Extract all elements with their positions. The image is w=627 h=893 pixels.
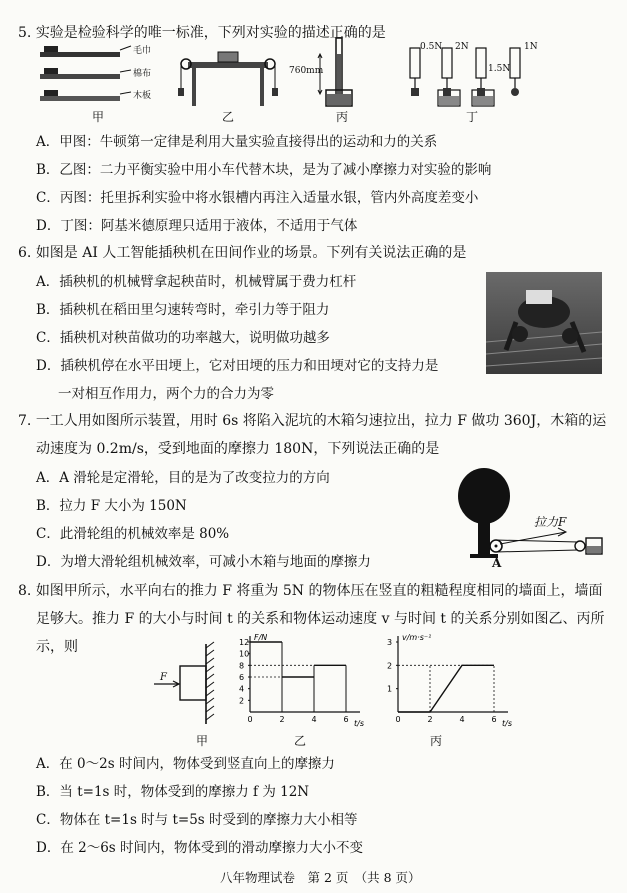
q7-force-label: 拉力F (534, 515, 567, 529)
q7-stem-line1 (18, 410, 606, 430)
q8-chart-bing (384, 632, 514, 732)
q5-label-yi: 乙 (222, 110, 235, 124)
yi-ylabel: F/N (254, 633, 268, 642)
q5-option-d: D．丁图：阿基米德原理只适用于液体，不适用于气体 (36, 218, 358, 234)
q6-option-d: D．插秧机停在水平田埂上，它对田埂的压力和田埂对它的支持力是 (36, 358, 439, 374)
q7-number: 7. (18, 413, 32, 429)
q6-option-d-cont: 一对相互作用力，两个力的合力为零 (58, 386, 274, 402)
yi-x-tick: 4 (311, 715, 317, 724)
q5-stem-text: 实验是检验科学的唯一标准，下列对实验的描述正确的是 (35, 25, 386, 41)
rice-transplanter-photo (486, 272, 602, 374)
bing-y-tick: 1 (387, 684, 393, 694)
q6-option-a: A．插秧机的机械臂拿起秧苗时，机械臂属于费力杠杆 (36, 274, 357, 290)
q5-label-jia: 甲 (92, 110, 105, 124)
q6-option-c: C．插秧机对秧苗做功的功率越大，说明做功越多 (36, 330, 330, 346)
q5-ding-reading-4: 1N (524, 42, 538, 52)
surface-towel (40, 46, 131, 57)
bing-series-line (398, 665, 494, 712)
q5-figure-yi (178, 42, 278, 108)
q8-stem-line1 (18, 580, 602, 600)
yi-y-tick: 8 (239, 661, 245, 671)
q5-label-ding: 丁 (466, 110, 479, 124)
q8-option-a: A．在 0～2s 时间内，物体受到竖直向上的摩擦力 (36, 756, 335, 772)
bing-ylabel: v/m·s⁻¹ (402, 633, 432, 642)
q8-option-c: C．物体在 t=1s 时与 t=5s 时受到的摩擦力大小相等 (36, 812, 358, 828)
yi-y-tick: 2 (239, 696, 245, 706)
yi-y-tick: 10 (239, 649, 250, 659)
q5-ding-reading-1: 0.5N (420, 42, 443, 52)
q8-label-yi: 乙 (294, 734, 307, 748)
bing-x-tick: 6 (491, 715, 497, 724)
bing-xlabel: t/s (502, 719, 512, 728)
page-footer: 八年物理试卷 第 2 页 （共 8 页） (220, 870, 421, 885)
q7-option-a: A．A 滑轮是定滑轮，目的是为了改变拉力的方向 (36, 470, 330, 486)
yi-y-tick: 12 (239, 638, 250, 647)
yi-y-tick: 6 (239, 673, 245, 682)
bing-y-tick: 3 (387, 638, 393, 647)
q7-option-b: B．拉力 F 大小为 150N (36, 498, 187, 514)
q8-option-b: B．当 t=1s 时，物体受到的摩擦力 f 为 12N (36, 784, 310, 800)
q6-stem (18, 242, 466, 262)
q7-stem-text1: 一工人用如图所示装置，用时 6s 将陷入泥坑的木箱匀速拉出，拉力 F 做功 360J，木箱的运 (35, 413, 607, 429)
q5-jia-label-cotton: 棉布 (133, 69, 152, 79)
q5-label-bing: 丙 (336, 110, 349, 124)
q5-option-c: C．丙图：托里拆利实验中将水银槽内再注入适量水银，管内外高度差变小 (36, 190, 479, 206)
q8-figure-jia (150, 640, 220, 730)
q5-option-a: A．甲图：牛顿第一定律是利用大量实验直接得出的运动和力的关系 (36, 134, 438, 150)
q8-option-d: D．在 2～6s 时间内，物体受到的滑动摩擦力大小不变 (36, 840, 364, 856)
q5-option-b: B．乙图：二力平衡实验中用小车代替木块，是为了减小摩擦力对实验的影响 (36, 162, 492, 178)
q7-option-d: D．为增大滑轮组机械效率，可减小木箱与地面的摩擦力 (36, 554, 371, 570)
yi-x-tick: 6 (343, 715, 349, 724)
q7-option-c: C．此滑轮组的机械效率是 80% (36, 526, 230, 542)
q8-label-jia: 甲 (196, 734, 209, 748)
bing-x-tick: 0 (395, 715, 401, 724)
pulley-a (490, 540, 502, 552)
yi-x-tick: 2 (279, 715, 285, 724)
yi-y-tick: 4 (239, 684, 245, 694)
q7-pulley-label: A (492, 556, 502, 570)
q7-pulley-figure (448, 466, 608, 566)
bing-x-tick: 2 (427, 715, 433, 724)
q6-number: 6. (18, 245, 32, 261)
bing-y-tick: 2 (387, 661, 393, 671)
q6-option-b: B．插秧机在稻田里匀速转弯时，牵引力等于阻力 (36, 302, 330, 318)
surface-cotton (40, 68, 131, 79)
q8-stem-text1: 如图甲所示，水平向右的推力 F 将重为 5N 的物体压在竖直的粗糙程度相同的墙面上，墙面 (35, 583, 603, 599)
q5-number: 5. (18, 25, 32, 41)
yi-xlabel: t/s (354, 719, 364, 728)
q6-stem-text: 如图是 AI 人工智能插秧机在田间作业的场景。下列有关说法正确的是 (35, 245, 467, 261)
yi-x-tick: 0 (247, 715, 253, 724)
q7-stem-line2: 动速度为 0.2m/s，受到地面的摩擦力 180N，下列说法正确的是 (36, 441, 440, 457)
q8-chart-yi (236, 632, 366, 732)
q8-stem-line2: 足够大。推力 F 的大小与时间 t 的关系和物体运动速度 v 与时间 t 的关系分别如图乙、丙所 (36, 611, 605, 627)
q5-jia-label-towel: 毛巾 (133, 46, 152, 56)
wooden-box (575, 538, 602, 554)
q8-number: 8. (18, 583, 32, 599)
q5-ding-reading-3: 1.5N (488, 64, 511, 74)
q8-label-bing: 丙 (430, 734, 443, 748)
q5-bing-height: 760mm (289, 66, 324, 76)
q5-ding-reading-2: 2N (455, 42, 469, 52)
q8-force-label: F (160, 672, 167, 683)
q8-stem-line3: 示，则 (36, 639, 78, 655)
surface-board (40, 90, 131, 101)
bing-x-tick: 4 (459, 715, 465, 724)
q5-jia-label-board: 木板 (133, 91, 152, 101)
